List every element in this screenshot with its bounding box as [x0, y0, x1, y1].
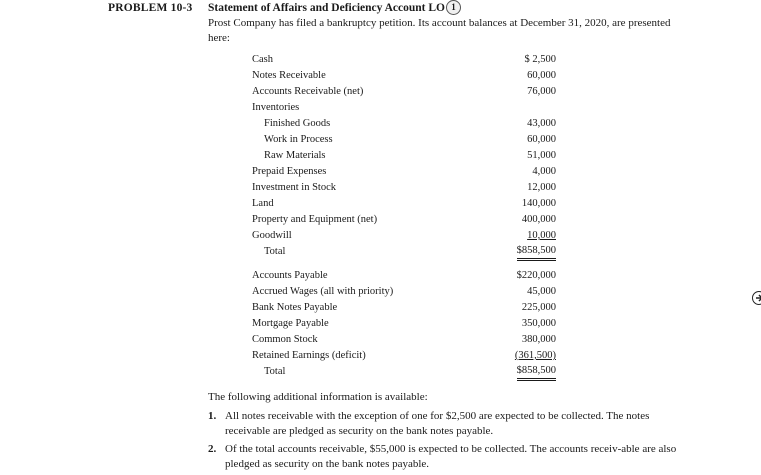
- account-label: Goodwill: [252, 230, 292, 241]
- problem-heading: [208, 0, 461, 16]
- account-label: Accounts Receivable (net): [252, 86, 364, 97]
- account-value: 380,000: [521, 334, 556, 345]
- table-row: [252, 332, 562, 348]
- assets-section: [252, 52, 562, 260]
- account-value: 4,000: [532, 166, 556, 177]
- account-label: Inventories: [252, 102, 300, 113]
- account-value: (361,500): [514, 350, 556, 361]
- table-row: [252, 52, 562, 68]
- table-row: [252, 212, 562, 228]
- total-label: Total: [264, 246, 286, 257]
- section-gap: [252, 260, 562, 268]
- list-item: [208, 442, 678, 472]
- heading-title: Statement of Affairs and Deficiency Account: [208, 2, 426, 14]
- account-value: 60,000: [527, 134, 556, 145]
- table-row: [252, 68, 562, 84]
- total-label: Total: [264, 366, 286, 377]
- account-value: 51,000: [527, 150, 556, 161]
- account-label: Land: [252, 198, 274, 209]
- account-value: 10,000: [527, 230, 556, 241]
- account-label: Bank Notes Payable: [252, 302, 338, 313]
- table-row: [252, 164, 562, 180]
- account-value: 350,000: [521, 318, 556, 329]
- list-item: [208, 409, 678, 439]
- table-row: [252, 316, 562, 332]
- list-item-number: 2.: [208, 443, 217, 455]
- lo-badge-icon: 1: [446, 0, 461, 15]
- next-page-button[interactable]: [752, 291, 761, 305]
- table-row: [252, 348, 562, 364]
- account-label: Common Stock: [252, 334, 318, 345]
- table-row: [252, 100, 562, 116]
- arrow-right-icon: [754, 293, 761, 303]
- total-value: $858,500: [517, 244, 556, 261]
- account-label: Accrued Wages (all with priority): [252, 286, 394, 297]
- account-value: 400,000: [521, 214, 556, 225]
- additional-info-intro: The following additional information is available:: [208, 391, 428, 403]
- table-row: [252, 268, 562, 284]
- account-value: 43,000: [527, 118, 556, 129]
- account-balances-table: [252, 52, 562, 380]
- table-row: [252, 84, 562, 100]
- account-value: $ 2,500: [524, 54, 556, 65]
- account-label: Retained Earnings (deficit): [252, 350, 366, 361]
- liabilities-section: [252, 268, 562, 380]
- total-row: [252, 364, 562, 380]
- list-item-text: All notes receivable with the exception of one for $2,500 are expected to be collected. The notes receivable are pledged as security on the bank notes payable.: [225, 410, 650, 437]
- total-value: $858,500: [517, 364, 556, 381]
- account-label: Work in Process: [264, 134, 333, 145]
- table-row: [252, 300, 562, 316]
- account-value: 12,000: [527, 182, 556, 193]
- problem-label: PROBLEM 10-3: [108, 2, 193, 14]
- total-row: [252, 244, 562, 260]
- table-row: [252, 228, 562, 244]
- intro-paragraph: Prost Company has filed a bankruptcy petition. Its account balances at December 31, 2020, are presented here:: [208, 17, 671, 44]
- list-item-text: Of the total accounts receivable, $55,000 is expected to be collected. The accounts receiv-able are also pledged as security on the bank notes payable.: [225, 443, 677, 470]
- account-label: Notes Receivable: [252, 70, 326, 81]
- table-row: [252, 116, 562, 132]
- additional-info-list: [208, 409, 678, 475]
- table-row: [252, 148, 562, 164]
- lo-prefix: LO: [428, 2, 446, 14]
- account-value: 60,000: [527, 70, 556, 81]
- list-item-number: 1.: [208, 410, 217, 422]
- account-label: Investment in Stock: [252, 182, 336, 193]
- account-label: Accounts Payable: [252, 270, 328, 281]
- account-label: Mortgage Payable: [252, 318, 329, 329]
- table-row: [252, 132, 562, 148]
- account-label: Property and Equipment (net): [252, 214, 378, 225]
- account-value: 76,000: [527, 86, 556, 97]
- account-value: $220,000: [516, 270, 556, 281]
- account-label: Prepaid Expenses: [252, 166, 327, 177]
- account-label: Cash: [252, 54, 273, 65]
- account-value: 45,000: [527, 286, 556, 297]
- account-label: Finished Goods: [264, 118, 331, 129]
- account-value: 225,000: [521, 302, 556, 313]
- account-value: 140,000: [521, 198, 556, 209]
- account-label: Raw Materials: [264, 150, 326, 161]
- table-row: [252, 284, 562, 300]
- table-row: [252, 180, 562, 196]
- table-row: [252, 196, 562, 212]
